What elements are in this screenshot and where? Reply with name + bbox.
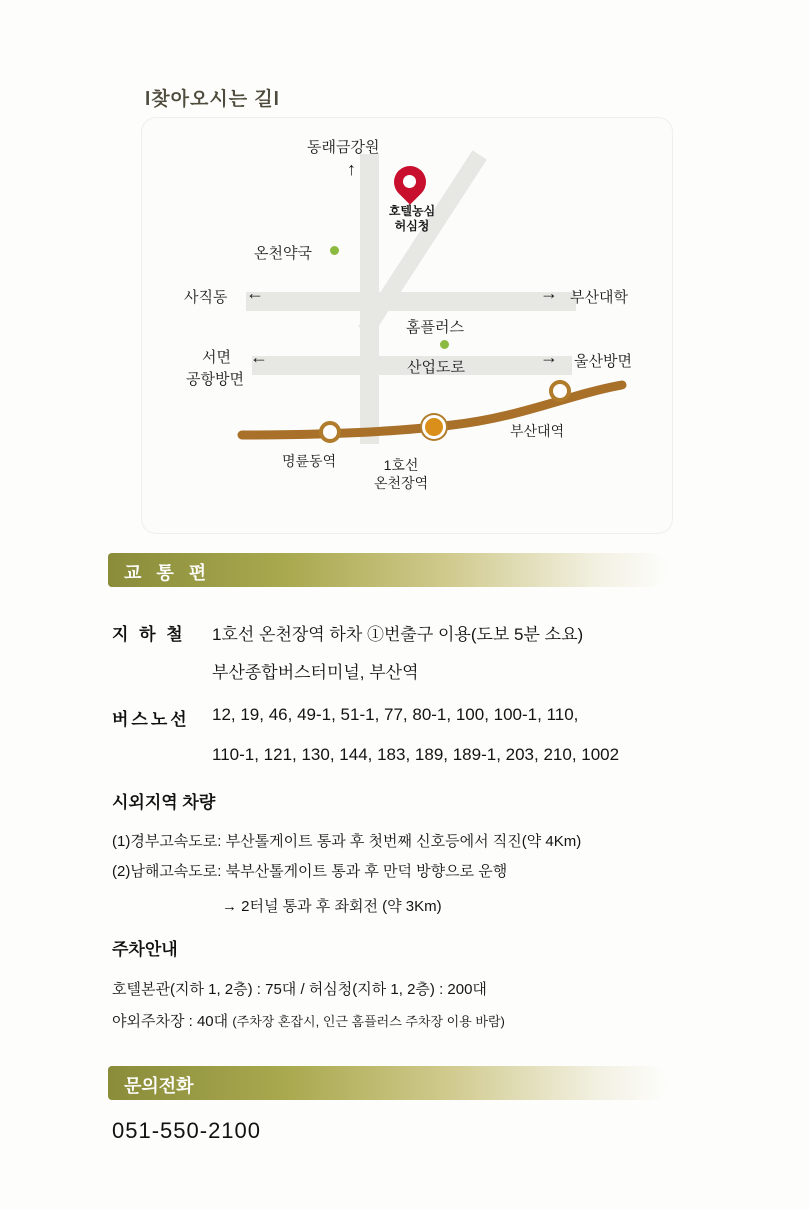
- bus-label: 버스노선: [112, 710, 190, 729]
- station-label-busandae: 부산대역: [510, 423, 565, 439]
- station-label-myeongnyundong: 명륜동역: [282, 453, 337, 469]
- location-map: [142, 118, 672, 533]
- hotel-marker-icon: [392, 166, 428, 208]
- pharmacy-dot-icon: [330, 246, 339, 255]
- arrow-left-sajikdong-icon: ←: [246, 283, 264, 303]
- arrow-north-icon: ↑: [347, 159, 356, 179]
- parking-heading: 주차안내: [112, 940, 178, 959]
- map-label-sajikdong: 사직동: [184, 289, 228, 306]
- arrow-left-seomyeon-icon: ←: [250, 347, 268, 367]
- map-label-ulsan: 울산방면: [574, 353, 632, 370]
- hotel-name-line2: 허심청: [394, 219, 430, 233]
- map-label-busan-univ: 부산대학: [570, 289, 628, 306]
- parking-outdoor-note: (주차장 혼잡시, 인근 홈플러스 주차장 이용 바람): [232, 1014, 505, 1029]
- bus-line-2: 110-1, 121, 130, 144, 183, 189, 189-1, 203, 210, 1002: [212, 745, 620, 764]
- subway-line-1: 1호선 온천장역 하차 ①번출구 이용(도보 5분 소요): [212, 625, 584, 644]
- subway-line-graphic: [237, 373, 627, 453]
- section-bar-contact: [108, 1066, 668, 1100]
- hotel-name-line1: 호텔농심: [388, 204, 436, 218]
- station-marker-busandae: [549, 380, 571, 402]
- station-label-oncheonjang: [374, 456, 428, 492]
- parking-line-1: 호텔본관(지하 1, 2층) : 75대 / 허심청(지하 1, 2층) : 200대: [112, 981, 487, 998]
- section-bar-transport: [108, 553, 668, 587]
- page-title: l찾아오시는 길l: [145, 89, 280, 110]
- section-title-transport: 교 통 편: [124, 563, 212, 583]
- arrow-right-ulsan-icon: →: [540, 347, 558, 367]
- homeplus-dot-icon: [440, 340, 449, 349]
- map-label-industrial-road: 산업도로: [407, 359, 465, 376]
- parking-outdoor-count: 야외주차장 : 40대: [112, 1013, 229, 1030]
- map-label-seomyeon: 서면: [202, 349, 231, 366]
- bus-line-1: 12, 19, 46, 49-1, 51-1, 77, 80-1, 100, 100-1, 110,: [212, 705, 579, 724]
- arrow-right-busanuniv-icon: →: [540, 283, 558, 303]
- map-label-pharmacy: 온천약국: [254, 245, 312, 262]
- station-marker-oncheonjang: [422, 415, 446, 439]
- map-label-north: 동래금강원: [307, 139, 380, 156]
- intercity-line-1: (1)경부고속도로: 부산톨게이트 통과 후 첫번째 신호등에서 직진(약 4Km): [112, 833, 582, 850]
- subway-label: 지 하 철: [112, 625, 186, 644]
- map-label-homeplus: 홈플러스: [406, 319, 464, 336]
- parking-line-2: [112, 1010, 505, 1031]
- subway-line-2: 부산종합버스터미널, 부산역: [212, 663, 419, 682]
- station-marker-myeongnyundong: [319, 421, 341, 443]
- station-label-line: 1호선: [383, 457, 419, 473]
- intercity-line-2: (2)남해고속도로: 북부산톨게이트 통과 후 만덕 방향으로 운행: [112, 863, 508, 880]
- intercity-heading: 시외지역 차량: [112, 793, 216, 812]
- hotel-name-label: [370, 204, 454, 234]
- contact-phone-number[interactable]: 051-550-2100: [112, 1118, 262, 1143]
- station-label-name: 온천장역: [374, 475, 429, 492]
- marker-inner-dot: [403, 175, 416, 188]
- intercity-line-3: → 2터널 통과 후 좌회전 (약 3Km): [222, 898, 442, 915]
- section-title-contact: 문의전화: [124, 1076, 194, 1096]
- road-horizontal-upper: [246, 292, 576, 311]
- map-label-airport: 공항방면: [186, 371, 244, 388]
